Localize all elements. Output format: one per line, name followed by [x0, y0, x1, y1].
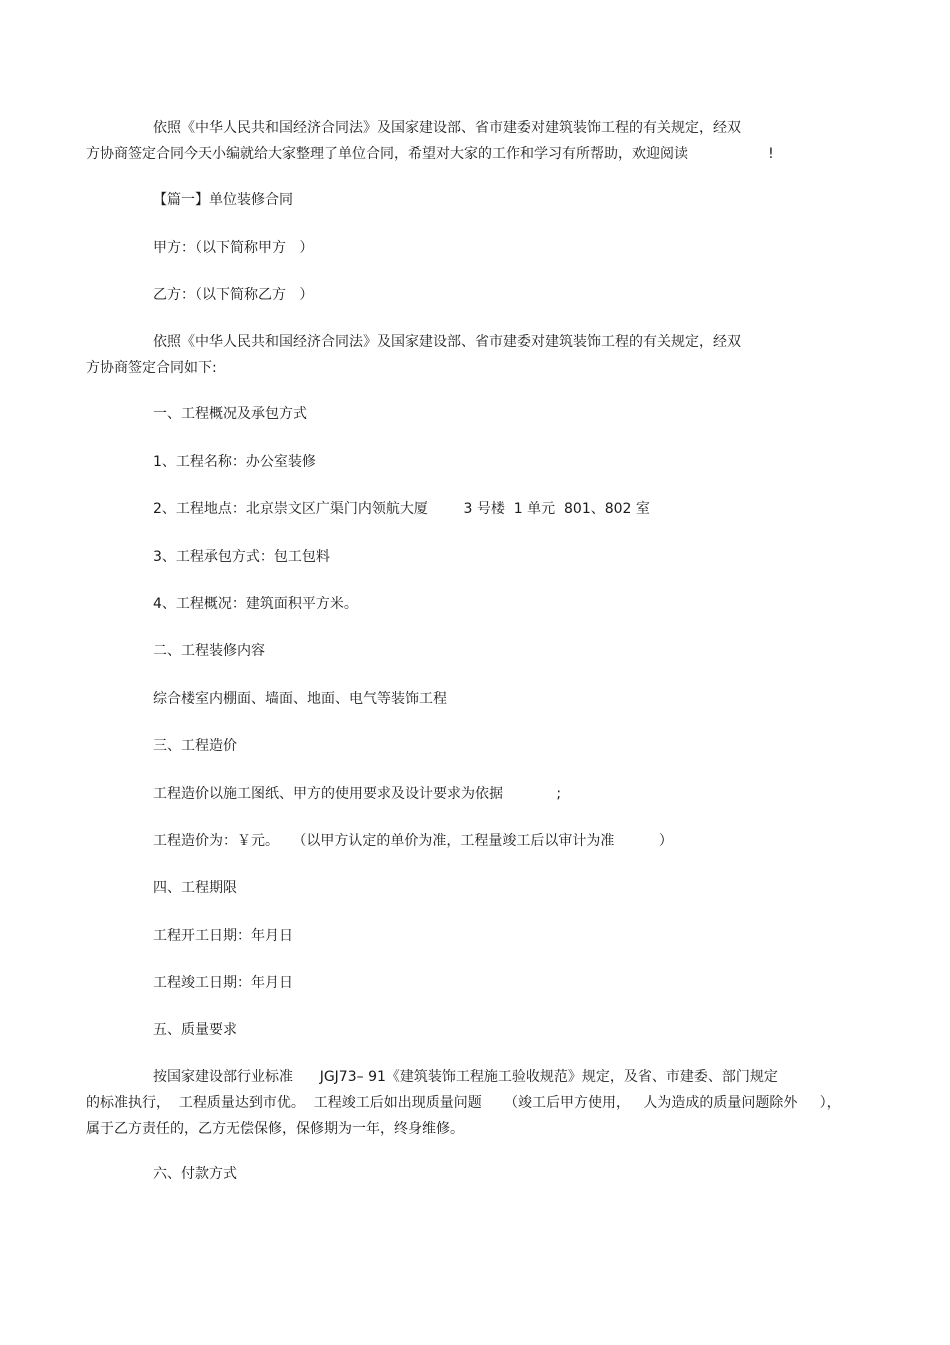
- item-3: 3、工程承包方式：包工包料: [153, 549, 330, 565]
- start-date-line: 工程开工日期：年月日: [153, 928, 293, 944]
- item-1: 1、工程名称：办公室装修: [153, 454, 316, 470]
- preamble-line-2: 方协商签定合同如下:: [86, 360, 217, 376]
- item-2: 2、工程地点：北京崇文区广渠门内领航大厦 3 号楼 1 单元 801、802 室: [153, 501, 650, 517]
- paragraph-3a: 工程造价以施工图纸、甲方的使用要求及设计要求为依据 ;: [153, 786, 562, 802]
- heading-3: 三、工程造价: [153, 738, 237, 754]
- paragraph-2: 综合楼室内棚面、墙面、地面、电气等装饰工程: [153, 691, 447, 707]
- quality-line-2: 的标准执行， 工程质量达到市优。 工程竣工后如出现质量问题 （竣工后甲方使用， 人为造成的质量问题除外 ），: [86, 1095, 841, 1111]
- item-4: 4、工程概况：建筑面积平方米。: [153, 596, 358, 612]
- preamble-line-1: 依照《中华人民共和国经济合同法》及国家建设部、省市建委对建筑装饰工程的有关规定，经双: [153, 334, 741, 350]
- paragraph-3b: 工程造价为：￥元。 （以甲方认定的单价为准，工程量竣工后以审计为准 ）: [153, 833, 673, 849]
- party-b-line: 乙方：（以下简称乙方 ）: [153, 287, 314, 303]
- heading-2: 二、工程装修内容: [153, 643, 265, 659]
- heading-6: 六、付款方式: [153, 1166, 237, 1182]
- heading-5: 五、质量要求: [153, 1022, 237, 1038]
- heading-4: 四、工程期限: [153, 880, 237, 896]
- section-title: 【篇一】单位装修合同: [153, 192, 293, 208]
- heading-1: 一、工程概况及承包方式: [153, 406, 307, 422]
- party-a-line: 甲方：（以下简称甲方 ）: [153, 240, 314, 256]
- quality-line-1: 按国家建设部行业标准 JGJ73– 91《建筑装饰工程施工验收规范》规定，及省、市建委、部门规定: [153, 1069, 778, 1085]
- intro-line-1: 依照《中华人民共和国经济合同法》及国家建设部、省市建委对建筑装饰工程的有关规定，经双: [153, 120, 741, 136]
- intro-line-2: 方协商签定合同今天小编就给大家整理了单位合同，希望对大家的工作和学习有所帮助，欢迎阅读 !: [86, 146, 774, 162]
- quality-line-3: 属于乙方责任的，乙方无偿保修，保修期为一年，终身维修。: [86, 1121, 464, 1137]
- end-date-line: 工程竣工日期：年月日: [153, 975, 293, 991]
